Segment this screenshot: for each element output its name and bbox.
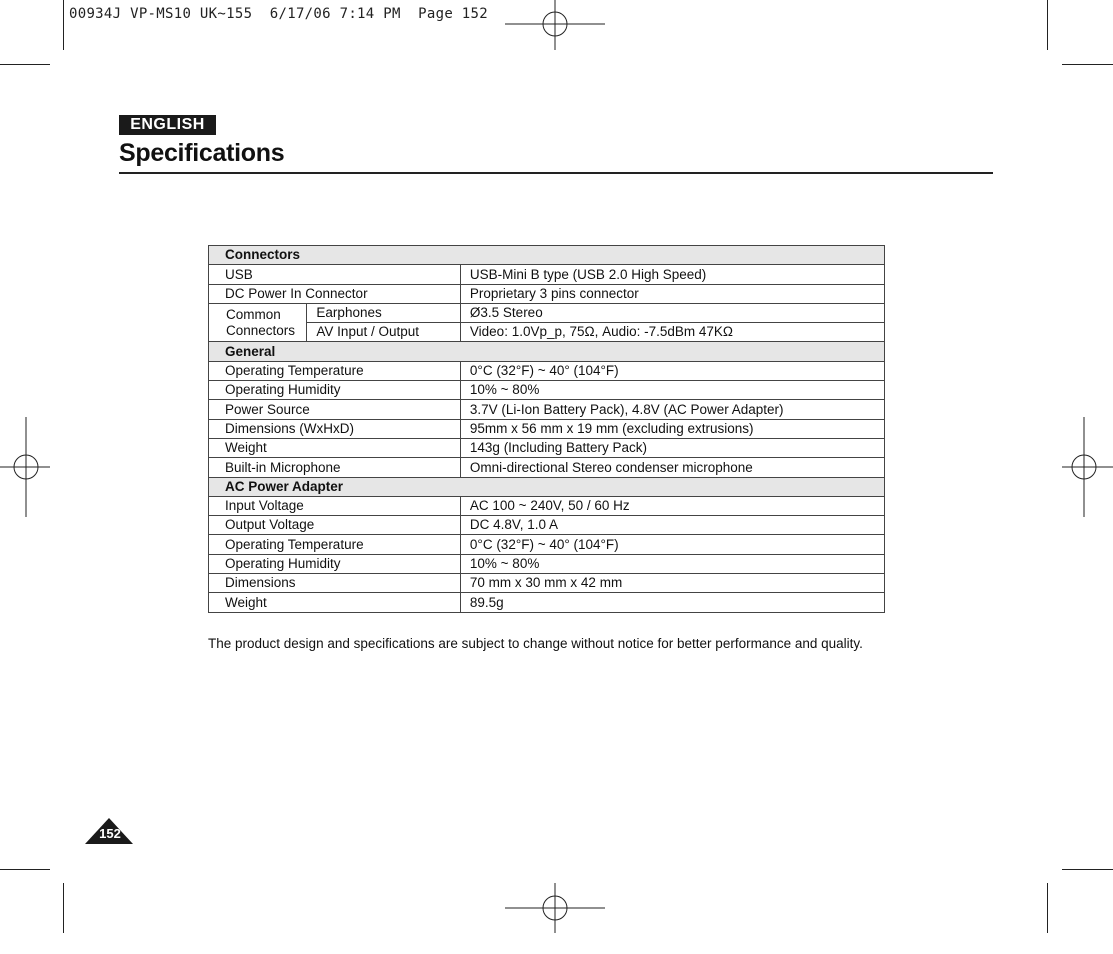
spec-value: 95mm x 56 mm x 19 mm (excluding extrusions) — [460, 419, 884, 438]
spec-sublabel: Earphones — [307, 303, 460, 322]
table-row — [209, 400, 885, 419]
table-row — [209, 303, 885, 322]
spec-value: 89.5g — [460, 593, 884, 612]
spec-value: Video: 1.0Vp_p, 75Ω, Audio: -7.5dBm 47KΩ — [460, 323, 884, 342]
common-label-line2: Connectors — [226, 322, 296, 338]
spec-label-common — [209, 303, 307, 342]
crop-mark — [0, 64, 50, 65]
section-header-row — [209, 342, 885, 361]
table-row — [209, 438, 885, 457]
crop-mark — [1047, 0, 1048, 50]
registration-mark-icon — [1062, 417, 1113, 517]
registration-mark-icon — [505, 883, 605, 933]
section-heading: General — [209, 342, 885, 361]
crop-mark — [63, 883, 64, 933]
table-row — [209, 574, 885, 593]
registration-mark-icon — [0, 417, 50, 517]
spec-value: Proprietary 3 pins connector — [460, 284, 884, 303]
spec-value: 143g (Including Battery Pack) — [460, 438, 884, 457]
spec-value: 0°C (32°F) ~ 40° (104°F) — [460, 361, 884, 380]
language-badge: ENGLISH — [119, 115, 216, 135]
spec-value: 10% ~ 80% — [460, 554, 884, 573]
table-row — [209, 496, 885, 515]
section-heading: AC Power Adapter — [209, 477, 885, 496]
table-row — [209, 284, 885, 303]
spec-value: DC 4.8V, 1.0 A — [460, 516, 884, 535]
title-divider — [119, 172, 993, 174]
table-row — [209, 535, 885, 554]
spec-value: 10% ~ 80% — [460, 381, 884, 400]
spec-value: Omni-directional Stereo condenser microphone — [460, 458, 884, 477]
crop-mark — [1062, 869, 1113, 870]
spec-label: Dimensions — [209, 574, 461, 593]
spec-sublabel: AV Input / Output — [307, 323, 460, 342]
table-row — [209, 458, 885, 477]
table-row — [209, 323, 885, 342]
section-heading: Connectors — [209, 246, 885, 265]
spec-label: USB — [209, 265, 461, 284]
crop-mark — [0, 869, 50, 870]
registration-mark-icon — [505, 0, 605, 50]
spec-table — [208, 245, 885, 613]
spec-label: Weight — [209, 593, 461, 612]
spec-value: 0°C (32°F) ~ 40° (104°F) — [460, 535, 884, 554]
crop-mark — [1062, 64, 1113, 65]
spec-label: Weight — [209, 438, 461, 457]
page-title: Specifications — [119, 139, 285, 167]
crop-mark — [63, 0, 64, 50]
page-number: 152 — [99, 826, 121, 841]
common-label-line1: Common — [226, 306, 281, 322]
spec-label: Operating Humidity — [209, 554, 461, 573]
spec-label: Built-in Microphone — [209, 458, 461, 477]
spec-label: Operating Temperature — [209, 361, 461, 380]
spec-value: 70 mm x 30 mm x 42 mm — [460, 574, 884, 593]
spec-label: Dimensions (WxHxD) — [209, 419, 461, 438]
table-row — [209, 265, 885, 284]
table-row — [209, 554, 885, 573]
section-header-row — [209, 477, 885, 496]
print-slug: 00934J VP-MS10 UK~155 6/17/06 7:14 PM Page 152 — [69, 6, 488, 22]
spec-value: 3.7V (Li-Ion Battery Pack), 4.8V (AC Power Adapter) — [460, 400, 884, 419]
table-row — [209, 361, 885, 380]
crop-mark — [1047, 883, 1048, 933]
table-row — [209, 593, 885, 612]
spec-label: Output Voltage — [209, 516, 461, 535]
spec-label: Operating Humidity — [209, 381, 461, 400]
footnote: The product design and specifications are subject to change without notice for better performance and quality. — [208, 636, 863, 651]
table-row — [209, 419, 885, 438]
table-row — [209, 516, 885, 535]
spec-label: Operating Temperature — [209, 535, 461, 554]
spec-value: Ø3.5 Stereo — [460, 303, 884, 322]
spec-label: Input Voltage — [209, 496, 461, 515]
table-row — [209, 381, 885, 400]
spec-value: AC 100 ~ 240V, 50 / 60 Hz — [460, 496, 884, 515]
spec-label: Power Source — [209, 400, 461, 419]
section-header-row — [209, 246, 885, 265]
spec-value: USB-Mini B type (USB 2.0 High Speed) — [460, 265, 884, 284]
spec-label: DC Power In Connector — [209, 284, 461, 303]
